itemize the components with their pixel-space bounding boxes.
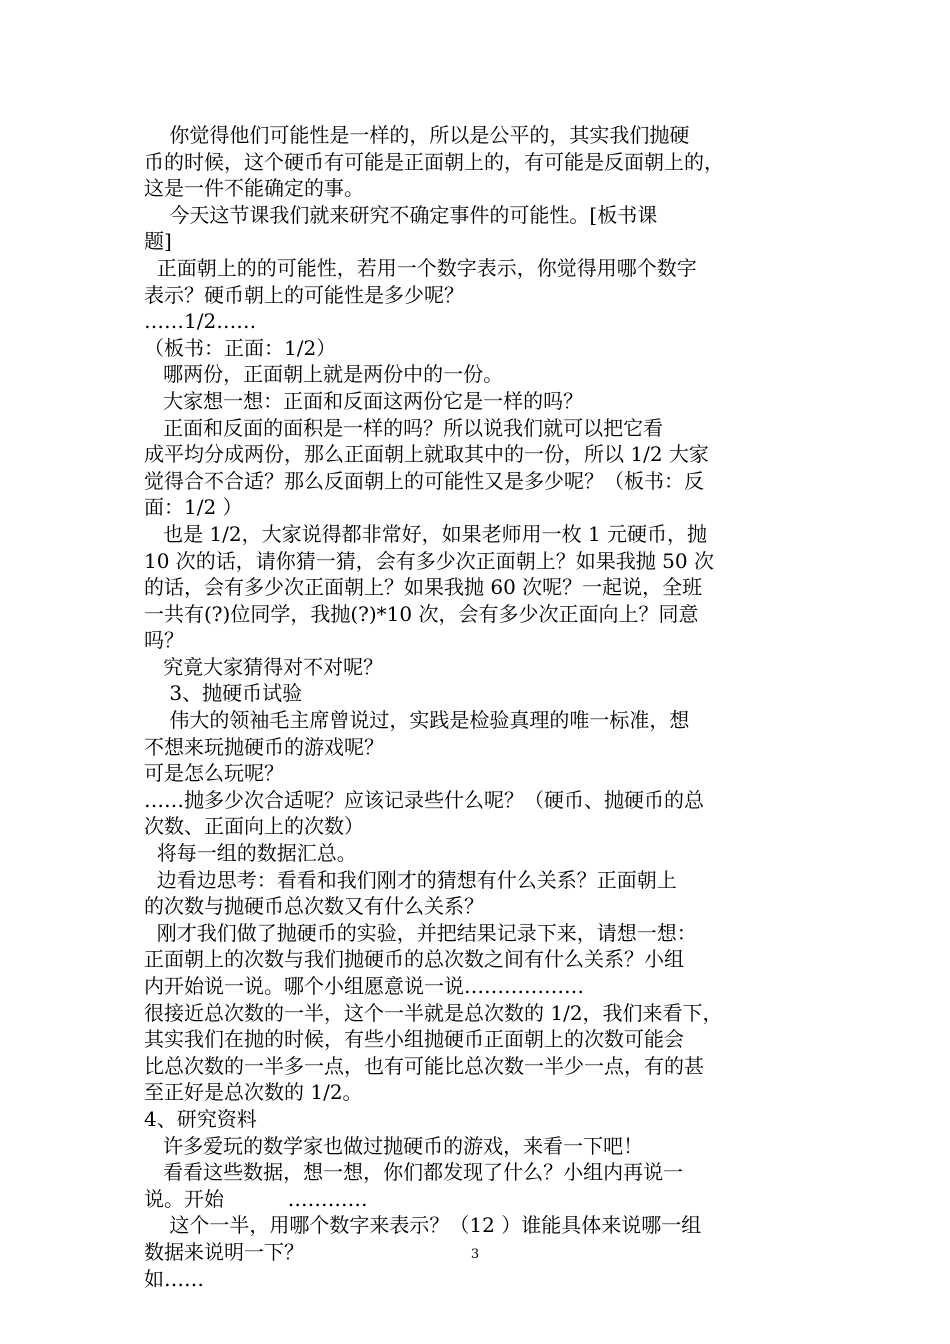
text-line: 吗？ bbox=[144, 628, 184, 653]
text-line: 很接近总次数的一半，这个一半就是总次数的 1/2，我们来看下， bbox=[144, 1000, 723, 1025]
text-line: 觉得合不合适？那么反面朝上的可能性又是多少呢？（板书：反 bbox=[144, 468, 704, 493]
body-text bbox=[144, 122, 764, 1292]
text-line: 可是怎么玩呢？ bbox=[144, 761, 284, 786]
text-line: 这是一件不能确定的事。 bbox=[144, 176, 364, 201]
text-line: 究竟大家猜得对不对呢？ bbox=[144, 654, 384, 679]
text-line: ……1/2…… bbox=[144, 309, 257, 334]
text-line: 这个一半，用哪个数字来表示？（12 ）谁能具体来说哪一组 bbox=[144, 1213, 702, 1238]
text-line: 成平均分成两份，那么正面朝上就取其中的一份，所以 1/2 大家 bbox=[144, 442, 709, 467]
text-line: 3、抛硬币试验 bbox=[144, 681, 303, 706]
text-line: 题] bbox=[144, 229, 172, 254]
text-line: 将每一组的数据汇总。 bbox=[144, 841, 357, 866]
text-line: 看看这些数据，想一想，你们都发现了什么？小组内再说一 bbox=[144, 1160, 684, 1185]
text-line: 面：1/2 ） bbox=[144, 495, 243, 520]
text-line: 正面朝上的的可能性，若用一个数字表示，你觉得用哪个数字 bbox=[144, 255, 697, 280]
text-line: 表示？硬币朝上的可能性是多少呢？ bbox=[144, 282, 464, 307]
text-line: 的话，会有多少次正面朝上？如果我抛 60 次呢？一起说，全班 bbox=[144, 575, 703, 600]
text-line: 今天这节课我们就来研究不确定事件的可能性。[板书课 bbox=[144, 202, 658, 227]
text-line: 4、研究资料 bbox=[144, 1106, 257, 1131]
text-line: 其实我们在抛的时候，有些小组抛硬币正面朝上的次数可能会 bbox=[144, 1027, 684, 1052]
text-line: 也是 1/2，大家说得都非常好，如果老师用一枚 1 元硬币，抛 bbox=[144, 521, 708, 546]
text-line: 如…… bbox=[144, 1266, 204, 1291]
text-line: 的次数与抛硬币总次数又有什么关系？ bbox=[144, 894, 484, 919]
text-line: 哪两份，正面朝上就是两份中的一份。 bbox=[144, 362, 504, 387]
text-line: 次数、正面向上的次数） bbox=[144, 814, 364, 839]
text-line: 边看边思考：看看和我们刚才的猜想有什么关系？正面朝上 bbox=[144, 867, 677, 892]
text-line: 许多爱玩的数学家也做过抛硬币的游戏，来看一下吧！ bbox=[144, 1133, 644, 1158]
text-line: 10 次的话，请你猜一猜，会有多少次正面朝上？如果我抛 50 次 bbox=[144, 548, 714, 573]
text-line: 伟大的领袖毛主席曾说过，实践是检验真理的唯一标准，想 bbox=[144, 708, 690, 733]
text-line: 刚才我们做了抛硬币的实验，并把结果记录下来，请想一想： bbox=[144, 920, 697, 945]
text-line: （板书：正面：1/2） bbox=[144, 335, 337, 360]
text-line: 正面和反面的面积是一样的吗？所以说我们就可以把它看 bbox=[144, 415, 664, 440]
text-line: 大家想一想：正面和反面这两份它是一样的吗？ bbox=[144, 388, 584, 413]
text-line: 至正好是总次数的 1/2。 bbox=[144, 1080, 363, 1105]
text-line: 你觉得他们可能性是一样的，所以是公平的，其实我们抛硬 bbox=[144, 123, 690, 147]
text-line: 币的时候，这个硬币有可能是正面朝上的，有可能是反面朝上的， bbox=[144, 149, 724, 174]
page-number: 3 bbox=[470, 1247, 480, 1262]
text-line: 一共有(?)位同学，我抛(?)*10 次，会有多少次正面向上？同意 bbox=[144, 601, 699, 626]
text-line: 正面朝上的次数与我们抛硬币的总次数之间有什么关系？小组 bbox=[144, 947, 684, 972]
text-line: 比总次数的一半多一点，也有可能比总次数一半少一点，有的甚 bbox=[144, 1053, 704, 1078]
text-line: 不想来玩抛硬币的游戏呢？ bbox=[144, 734, 384, 759]
text-line: 数据来说明一下？ bbox=[144, 1239, 304, 1264]
text-line: 内开始说一说。哪个小组愿意说一说……………… bbox=[144, 974, 584, 998]
text-line: 说。开始 ………… bbox=[144, 1186, 368, 1211]
text-line: ……抛多少次合适呢？应该记录些什么呢？（硬币、抛硬币的总 bbox=[144, 787, 704, 812]
